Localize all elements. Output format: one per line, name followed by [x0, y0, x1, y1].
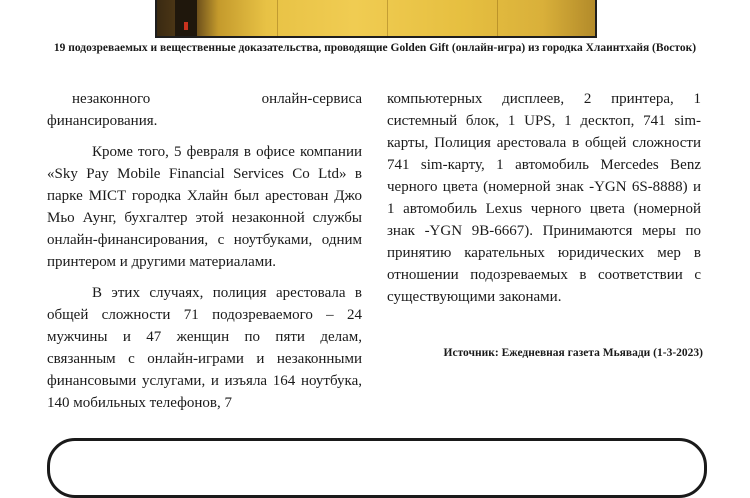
- left-paragraph-1-line-1: незаконного онлайн-сервиса: [72, 91, 362, 107]
- left-column: [47, 88, 362, 414]
- photo-red-detail: [184, 22, 188, 30]
- photo-dark-object: [175, 0, 197, 38]
- right-column: [387, 88, 701, 308]
- evidence-photo: [155, 0, 597, 38]
- left-paragraph-3: В этих случаях, полиция арестовала в общей сложности 71 подозреваемого – 24 мужчины и 47 женщин по пяти делам, связанным с онлайн-играми и незаконными финансовыми услугами, и изъяла 164 ноутбука, 140 мобильных телефонов, 7: [47, 285, 362, 411]
- right-paragraph-1: компьютерных дисплеев, 2 принтера, 1 системный блок, 1 UPS, 1 десктоп, 741 sim-карты, Полиция арестовала в общей сложности 741 sim-карту, 1 автомобиль Mercedes Benz черного цвета (номерной знак -YGN 6S-8888) и 1 автомобиль Lexus черного цвета (номерной знак -YGN 9B-6667). Принимаются меры по принятию карательных юридических мер в отношении подозреваемых в соответствии с существующими законами.: [387, 91, 701, 305]
- photo-stripe: [387, 0, 388, 38]
- source-credit: Источник: Ежедневная газета Мьявади (1-3-2023): [443, 347, 703, 359]
- photo-stripe: [497, 0, 498, 38]
- photo-stripe: [277, 0, 278, 38]
- photo-caption: 19 подозреваемых и вещественные доказательства, проводящие Golden Gift (онлайн-игра) из городка Хлаинтхайя (Восток): [53, 42, 697, 54]
- rounded-frame-box: [47, 438, 707, 498]
- left-paragraph-1-line-2: финансирования.: [47, 113, 158, 129]
- left-paragraph-2: Кроме того, 5 февраля в офисе компании «Sky Pay Mobile Financial Services Co Ltd» в парке MICT городка Хлайн был арестован Джо Мьо Аунг, бухгалтер этой незаконной службы онлайн-финансирования, с ноутбуками, одним принтером и другими материалами.: [47, 144, 362, 270]
